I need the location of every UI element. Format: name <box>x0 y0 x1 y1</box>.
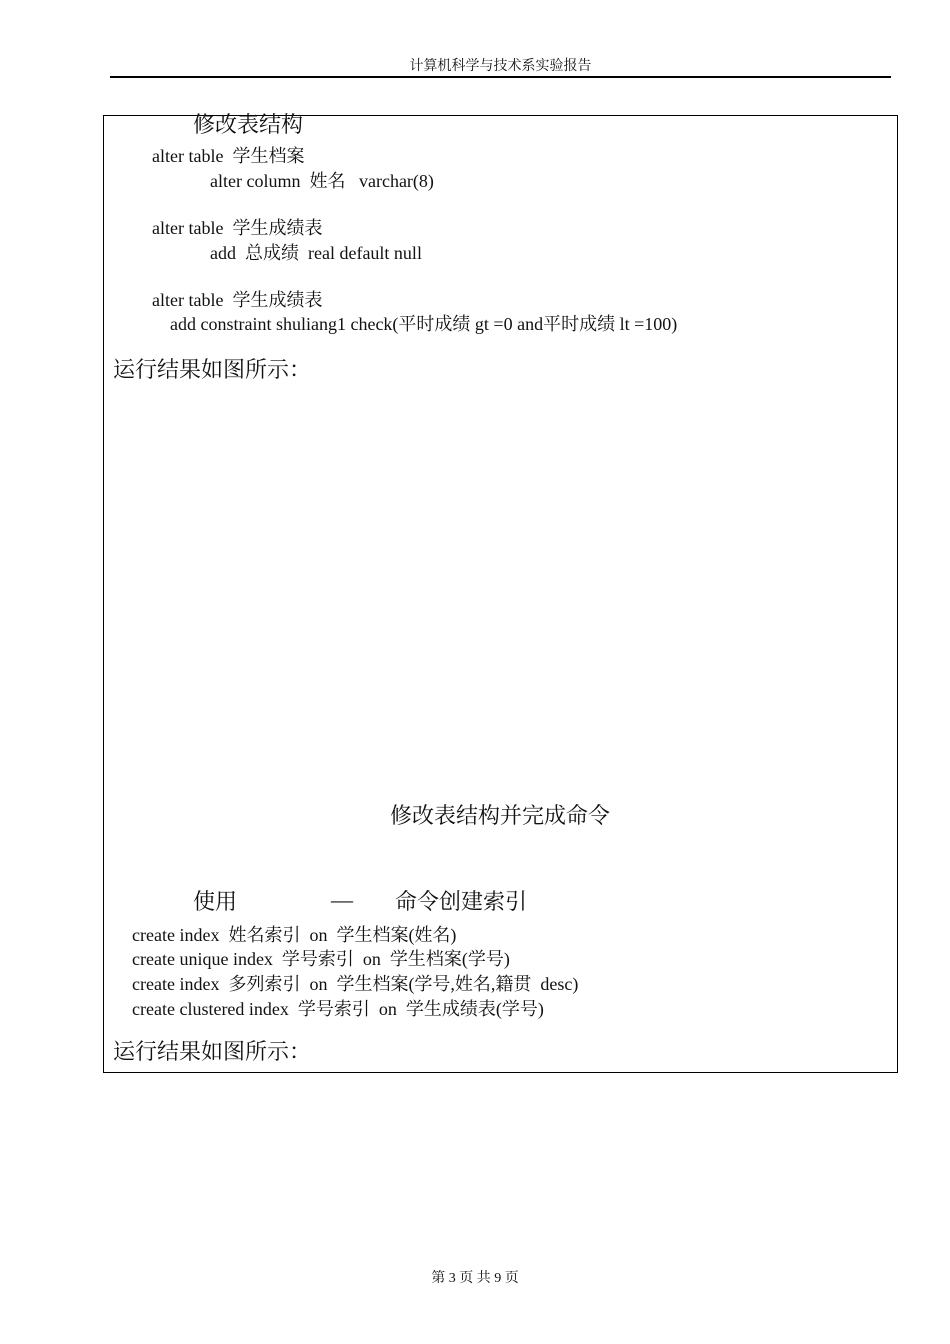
section-heading-alter-table: 修改表结构 <box>193 112 304 137</box>
result-label: 运行结果如图所示： <box>113 357 312 382</box>
section-heading-dash: — <box>331 887 353 912</box>
page-number: 第 3 页 共 9 页 <box>431 1271 519 1286</box>
code-line: alter column 姓名 varchar(8) <box>210 171 434 191</box>
section-heading-prefix: 使用 <box>193 889 238 914</box>
code-line: create clustered index 学号索引 on 学生成绩表(学号) <box>132 999 544 1019</box>
page-header-title: 计算机科学与技术系实验报告 <box>409 59 592 74</box>
code-line: create unique index 学号索引 on 学生档案(学号) <box>132 949 510 969</box>
code-line: create index 姓名索引 on 学生档案(姓名) <box>132 925 457 945</box>
header-divider <box>110 76 891 78</box>
result-label: 运行结果如图所示： <box>113 1039 312 1064</box>
section-heading-create-index: 命令创建索引 <box>395 889 528 914</box>
code-line: add 总成绩 real default null <box>210 243 422 263</box>
code-line: alter table 学生成绩表 <box>152 218 323 238</box>
figure-caption: 修改表结构并完成命令 <box>390 803 611 828</box>
code-line: alter table 学生成绩表 <box>152 290 323 310</box>
code-line: add constraint shuliang1 check(平时成绩 gt =0 and平时成绩 lt =100) <box>170 314 678 334</box>
code-line: create index 多列索引 on 学生档案(学号,姓名,籍贯 desc) <box>132 974 579 994</box>
code-line: alter table 学生档案 <box>152 146 305 166</box>
